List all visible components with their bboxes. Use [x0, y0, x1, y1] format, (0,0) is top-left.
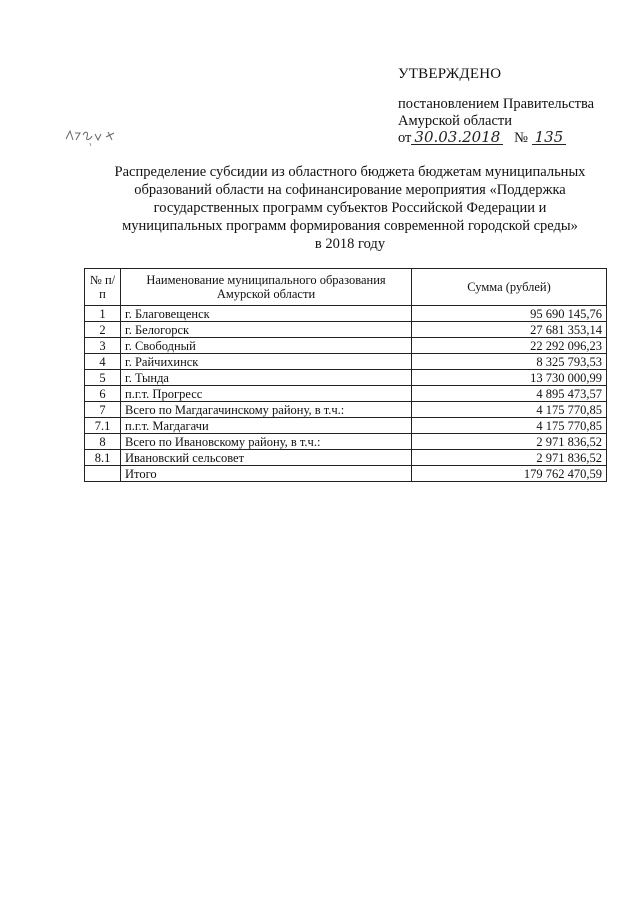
table-row — [85, 354, 607, 370]
row-sum: 95 690 145,76 — [412, 306, 607, 322]
row-name: г. Тында — [121, 370, 412, 386]
title-line-3: государственных программ субъектов Российской Федерации и — [153, 200, 547, 216]
row-num: 8 — [85, 434, 121, 450]
row-sum: 4 175 770,85 — [412, 418, 607, 434]
title-line-2: образований области на софинансирование мероприятия «Поддержка — [134, 182, 566, 198]
row-sum: 4 895 473,57 — [412, 386, 607, 402]
row-num: 7 — [85, 402, 121, 418]
table-total-row — [85, 466, 607, 482]
document-title — [70, 163, 630, 253]
handwritten-date: 30.03.2018 — [411, 130, 503, 145]
row-sum: 27 681 353,14 — [412, 322, 607, 338]
row-sum: 179 762 470,59 — [412, 466, 607, 482]
title-line-4: муниципальных программ формирования современной городской среды» — [122, 218, 578, 234]
row-sum: 22 292 096,23 — [412, 338, 607, 354]
row-name: Ивановский сельсовет — [121, 450, 412, 466]
row-name: п.г.т. Магдагачи — [121, 418, 412, 434]
title-line-1: Распределение субсидии из областного бюджета бюджетам муниципальных — [114, 164, 586, 180]
row-num: 3 — [85, 338, 121, 354]
table-row — [85, 402, 607, 418]
table-row — [85, 338, 607, 354]
row-name: г. Белогорск — [121, 322, 412, 338]
row-sum: 2 971 836,52 — [412, 450, 607, 466]
row-num: 4 — [85, 354, 121, 370]
row-num: 6 — [85, 386, 121, 402]
approval-line-1: постановлением Правительства — [398, 96, 595, 112]
row-name: Итого — [121, 466, 412, 482]
row-name: г. Благовещенск — [121, 306, 412, 322]
row-name: Всего по Ивановскому району, в т.ч.: — [121, 434, 412, 450]
row-name: г. Свободный — [121, 338, 412, 354]
header-sum: Сумма (рублей) — [412, 269, 607, 306]
approval-heading: УТВЕРЖДЕНО — [398, 66, 502, 82]
table-row — [85, 370, 607, 386]
table-row — [85, 386, 607, 402]
approval-line-2: Амурской области — [398, 113, 512, 129]
from-label: от — [398, 130, 412, 146]
table-header-row — [85, 269, 607, 306]
approval-date-number — [398, 130, 628, 147]
row-sum: 8 325 793,53 — [412, 354, 607, 370]
number-label: № — [514, 130, 529, 146]
row-sum: 13 730 000,99 — [412, 370, 607, 386]
registration-mark — [62, 125, 122, 147]
row-num: 8.1 — [85, 450, 121, 466]
row-name: Всего по Магдагачинскому району, в т.ч.: — [121, 402, 412, 418]
row-sum: 2 971 836,52 — [412, 434, 607, 450]
table-row — [85, 418, 607, 434]
table-row — [85, 322, 607, 338]
header-num: № п/п — [85, 269, 121, 306]
row-num: 5 — [85, 370, 121, 386]
subsidy-distribution-table — [84, 268, 607, 482]
row-num — [85, 466, 121, 482]
row-name: г. Райчихинск — [121, 354, 412, 370]
row-num: 7.1 — [85, 418, 121, 434]
table-row — [85, 450, 607, 466]
title-line-5: в 2018 году — [314, 236, 386, 252]
row-num: 1 — [85, 306, 121, 322]
approval-block — [398, 66, 628, 147]
handwritten-number: 135 — [532, 130, 567, 145]
header-name: Наименование муниципального образования Амурской области — [121, 269, 412, 306]
row-sum: 4 175 770,85 — [412, 402, 607, 418]
table-row — [85, 306, 607, 322]
row-name: п.г.т. Прогресс — [121, 386, 412, 402]
table-row — [85, 434, 607, 450]
row-num: 2 — [85, 322, 121, 338]
